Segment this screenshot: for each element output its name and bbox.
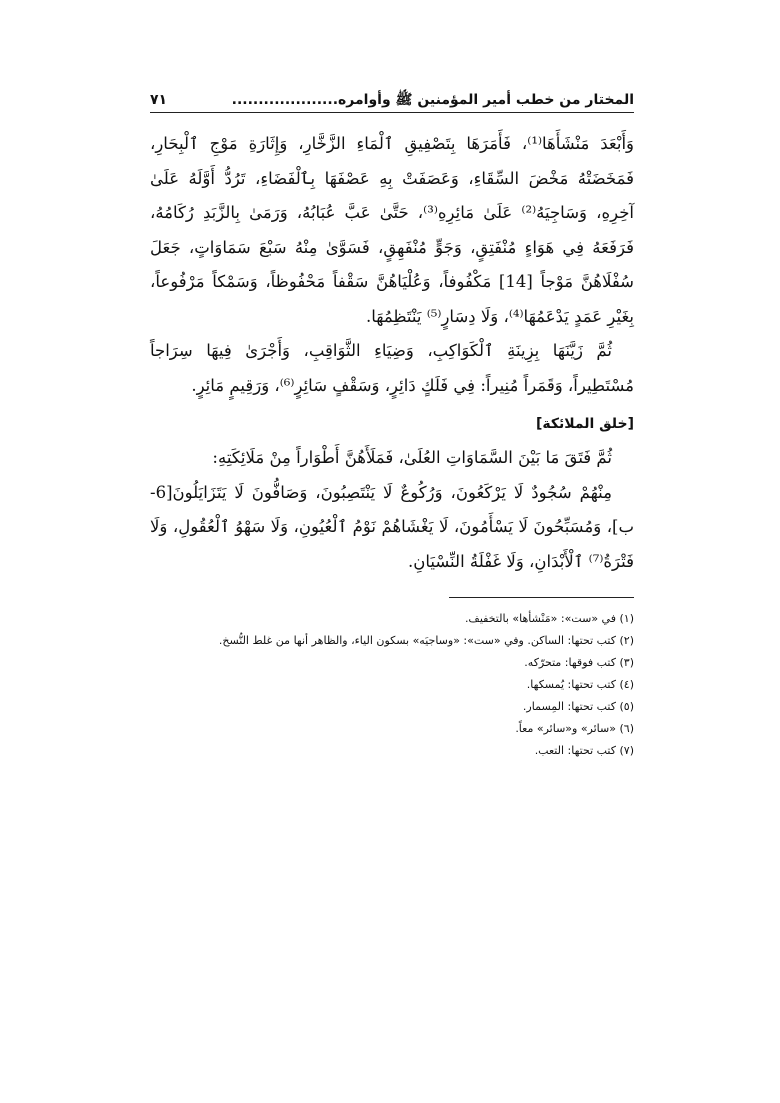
running-header-title	[232, 90, 634, 110]
footnote: (٣) كتب فوقها: متحرّكه.	[524, 656, 634, 669]
book-title: المختار من خطب أمير المؤمنين ﷺ وأوامره	[338, 92, 634, 108]
footnote: (٥) كتب تحتها: المِسمار.	[522, 700, 634, 713]
document-page	[150, 88, 634, 762]
footnote: (١) في «ست»: «مَنْشأها» بالتخفيف.	[464, 612, 634, 625]
footnote-divider	[449, 597, 634, 598]
main-text	[150, 127, 634, 579]
paragraph: وَأَبْعَدَ مَنْشَأَهَا⁽¹⁾، فَأَمَرَهَا بِتَصْفِيقِ ٱلْمَاءِ الزَّخَّارِ، وَإِثَارَةِ مَوْجِ ٱلْبِحَارِ، فَمَخَضَتْهُ مَخْضَ السِّقَاءِ، وَعَصَفَتْ بِهِ عَصْفَهَا بِٱلْفَضَاءِ، تَرُدُّ أَوَّلَهُ عَلَىٰ آخِرِهِ، وَسَاجِيَهُ⁽²⁾ عَلَىٰ مَائِرِهِ⁽³⁾، حَتَّىٰ عَبَّ عُبَابُهُ، وَرَمَىٰ بِالزَّبَدِ رُكَامُهُ، فَرَفَعَهُ فِي هَوَاءٍ مُنْفَتِقٍ، وَجَوٍّ مُنْفَهِقٍ، فَسَوَّىٰ مِنْهُ سَبْعَ سَمَاوَاتٍ، جَعَلَ سُفْلَاهُنَّ مَوْجاً [14] مَكْفُوفاً، وَعُلْيَاهُنَّ سَقْفاً مَحْفُوظاً، وَسَمْكاً مَرْفُوعاً، بِغَيْرِ عَمَدٍ يَدْعَمُهَا⁽⁴⁾، وَلَا دِسَارٍ⁽⁵⁾ يَنْتَظِمُهَا.	[150, 134, 635, 326]
footnote: (٦) «سائر» و«سائر» معاً.	[515, 722, 634, 735]
section-heading: [خلق الملائكة]	[535, 416, 634, 432]
footnote: (٢) كتب تحتها: الساكن. وفي «ست»: «وساجيَه» بسكون الياء، والظاهر أنها من غلط النُّسخ.	[218, 634, 634, 647]
header-divider	[150, 112, 634, 113]
paragraph: مِنْهُمْ سُجُودٌ لَا يَرْكَعُونَ، وَرُكُوعٌ لَا يَنْتَصِبُونَ، وَصَافُّونَ لَا يَتَزَايَلُونَ[6-ب]، وَمُسَبِّحُونَ لَا يَسْأَمُونَ، لَا يَغْشَاهُمْ نَوْمُ ٱلْعُيُونِ، وَلَا سَهْوُ ٱلْعُقُولِ، وَلَا فَتْرَةُ⁽⁷⁾ ٱلْأَبْدَانِ، وَلَا غَفْلَةُ النِّسْيَانِ.	[150, 482, 634, 571]
paragraph: ثُمَّ زَيَّنَهَا بِزِينَةِ ٱلْكَوَاكِبِ، وَضِيَاءِ الثَّوَاقِبِ، وَأَجْرَىٰ فِيهَا سِرَاجاً مُسْتَطِيراً، وَقَمَراً مُنِيراً: فِي فَلَكٍ دَائِرٍ، وَسَقْفٍ سَائِرٍ⁽⁶⁾، وَرَقِيمٍ مَائِرٍ.	[150, 341, 634, 395]
paragraph: ثُمَّ فَتَقَ مَا بَيْنَ السَّمَاوَاتِ العُلَىٰ، فَمَلَأَهُنَّ أَطْوَاراً مِنْ مَلَائِكَتِهِ:	[212, 448, 612, 467]
footnotes	[150, 608, 634, 762]
footnote: (٧) كتب تحتها: التعب.	[534, 744, 634, 757]
leader-dots: ....................	[231, 92, 339, 108]
footnote: (٤) كتب تحتها: يُمسكها.	[526, 678, 634, 691]
running-header	[150, 88, 634, 110]
page-number: ٧١	[150, 92, 168, 108]
